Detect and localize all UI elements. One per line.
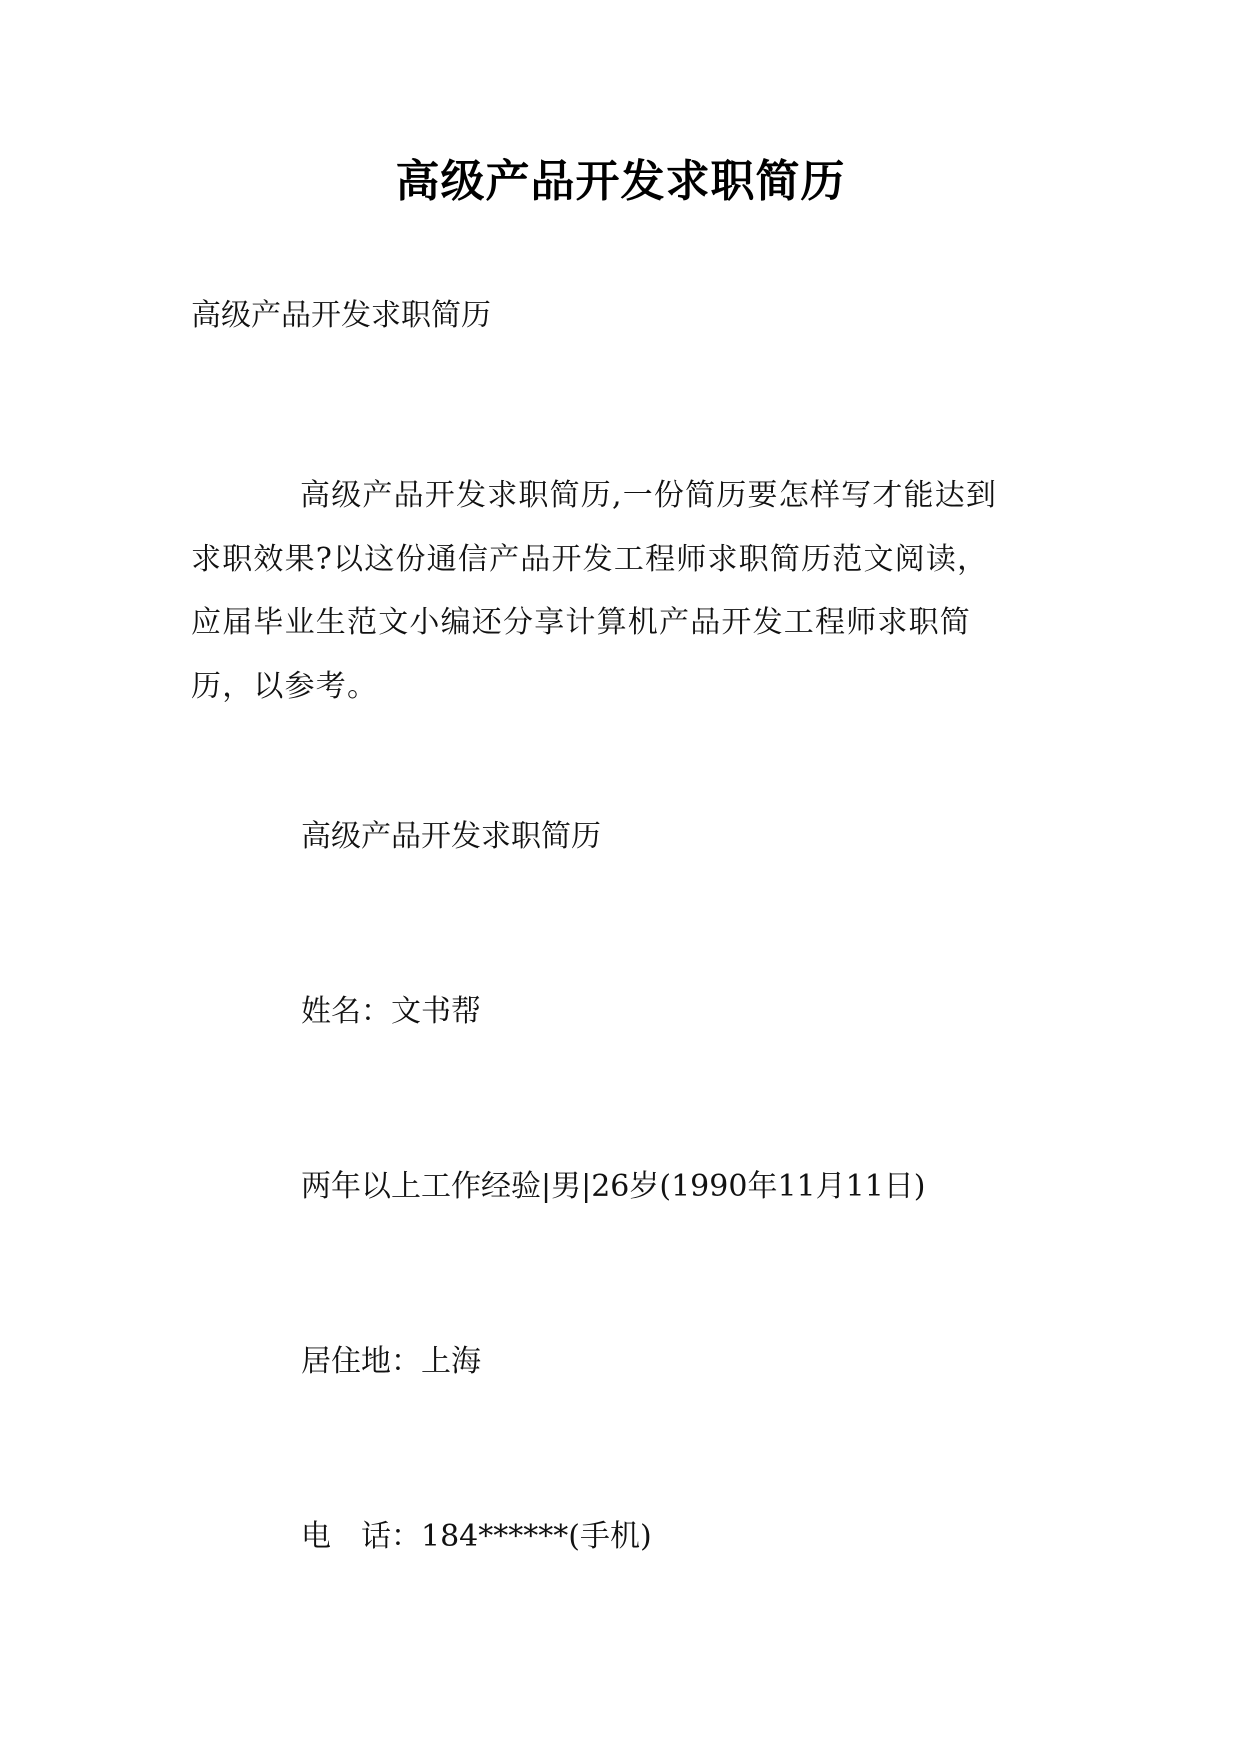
- phone-line: 电 话：184******(手机): [301, 1519, 652, 1554]
- section-heading: 高级产品开发求职简历: [301, 819, 601, 854]
- intro-line-2: 求职效果?以这份通信产品开发工程师求职简历范文阅读，: [191, 541, 989, 577]
- residence-line: 居住地：上海: [301, 1344, 481, 1379]
- intro-line-3: 应届毕业生范文小编还分享计算机产品开发工程师求职简: [191, 605, 971, 640]
- document-subtitle: 高级产品开发求职简历: [191, 298, 491, 333]
- document-title: 高级产品开发求职简历: [395, 156, 846, 207]
- profile-line: 两年以上工作经验|男|26岁(1990年11月11日): [301, 1169, 926, 1204]
- intro-line-4: 历，以参考。: [191, 668, 379, 704]
- name-line: 姓名：文书帮: [301, 994, 481, 1029]
- intro-line-1: 高级产品开发求职简历,一份简历要怎样写才能达到: [300, 478, 998, 513]
- intro-paragraph: [191, 464, 1051, 718]
